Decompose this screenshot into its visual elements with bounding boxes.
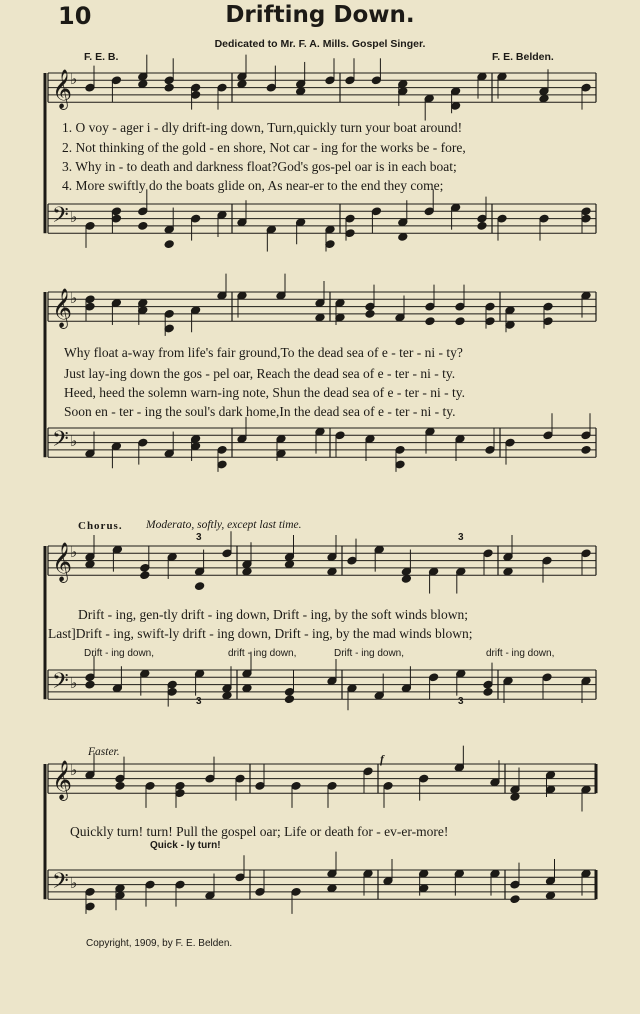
copyright: Copyright, 1909, by F. E. Belden. [86, 938, 233, 949]
svg-text:♭: ♭ [70, 289, 78, 307]
bass-quickly-turn: Quick - ly turn! [150, 840, 221, 851]
svg-text:♭: ♭ [70, 674, 78, 692]
verse-line-4: 4. More swiftly do the boats glide on, As near-er to the end they come; [62, 178, 444, 193]
svg-text:𝄞: 𝄞 [52, 542, 73, 582]
faster-label: Faster. [88, 746, 120, 758]
final-line: Quickly turn! turn! Pull the gospel oar; Life or death for - ev-er-more! [70, 824, 449, 839]
bass-echo-a: Drift - ing down, [84, 648, 155, 659]
verse-line-2: 2. Not thinking of the gold - en shore, Not car - ing for the works be - fore, [62, 140, 466, 155]
svg-text:𝄞: 𝄞 [52, 69, 73, 109]
svg-text:♭: ♭ [70, 874, 78, 892]
svg-text:♭: ♭ [70, 70, 78, 88]
svg-text:𝄢: 𝄢 [52, 427, 69, 457]
hymn-title: Drifting Down. [225, 2, 415, 28]
verse-line-5: Why float a-way from life's fair ground,To the dead sea of e - ter - ni - ty? [64, 345, 463, 360]
bass-echo-b: drift - ing down, [228, 648, 297, 659]
chorus-line-2: Last]Drift - ing, swift-ly drift - ing down, Drift - ing, by the mad winds blown; [48, 626, 473, 641]
svg-text:𝄢: 𝄢 [52, 869, 69, 899]
svg-text:𝄞: 𝄞 [52, 760, 73, 800]
words-credit: F. E. B. [84, 51, 119, 63]
verse-line-7: Heed, heed the solemn warn-ing note, Shun the dead sea of e - ter - ni - ty. [64, 385, 465, 400]
triplet-mark-4: 3 [458, 696, 464, 707]
page-number: 10 [58, 2, 92, 30]
chorus-label: Chorus. [78, 520, 123, 532]
svg-text:♭: ♭ [70, 543, 78, 561]
bass-echo-d: drift - ing down, [486, 648, 555, 659]
chorus-tempo: Moderato, softly, except last time. [146, 519, 302, 531]
triplet-mark-3: 3 [196, 696, 202, 707]
verse-line-3: 3. Why in - to death and darkness float?God's gos-pel oar is in each boat; [62, 159, 457, 174]
chorus-line-1: Drift - ing, gen-tly drift - ing down, Drift - ing, by the soft winds blown; [78, 607, 468, 622]
svg-text:𝄞: 𝄞 [52, 288, 73, 328]
svg-text:𝄢: 𝄢 [52, 669, 69, 699]
verse-line-1: 1. O voy - ager i - dly drift-ing down, Turn,quickly turn your boat around! [62, 120, 463, 135]
triplet-mark-1: 3 [196, 532, 202, 543]
triplet-mark-2: 3 [458, 532, 464, 543]
forte-mark: f [380, 754, 384, 766]
music-credit: F. E. Belden. [492, 51, 554, 63]
svg-text:♭: ♭ [70, 432, 78, 450]
svg-text:𝄢: 𝄢 [52, 203, 69, 233]
verse-line-8: Soon en - ter - ing the soul's dark home,In the dead sea of e - ter - ni - ty. [64, 404, 456, 419]
dedication: Dedicated to Mr. F. A. Mills. Gospel Singer. [214, 38, 426, 50]
verse-line-6: Just lay-ing down the gos - pel oar, Reach the dead sea of e - ter - ni - ty. [64, 366, 456, 381]
svg-text:♭: ♭ [70, 761, 78, 779]
bass-echo-c: Drift - ing down, [334, 648, 405, 659]
svg-text:♭: ♭ [70, 208, 78, 226]
